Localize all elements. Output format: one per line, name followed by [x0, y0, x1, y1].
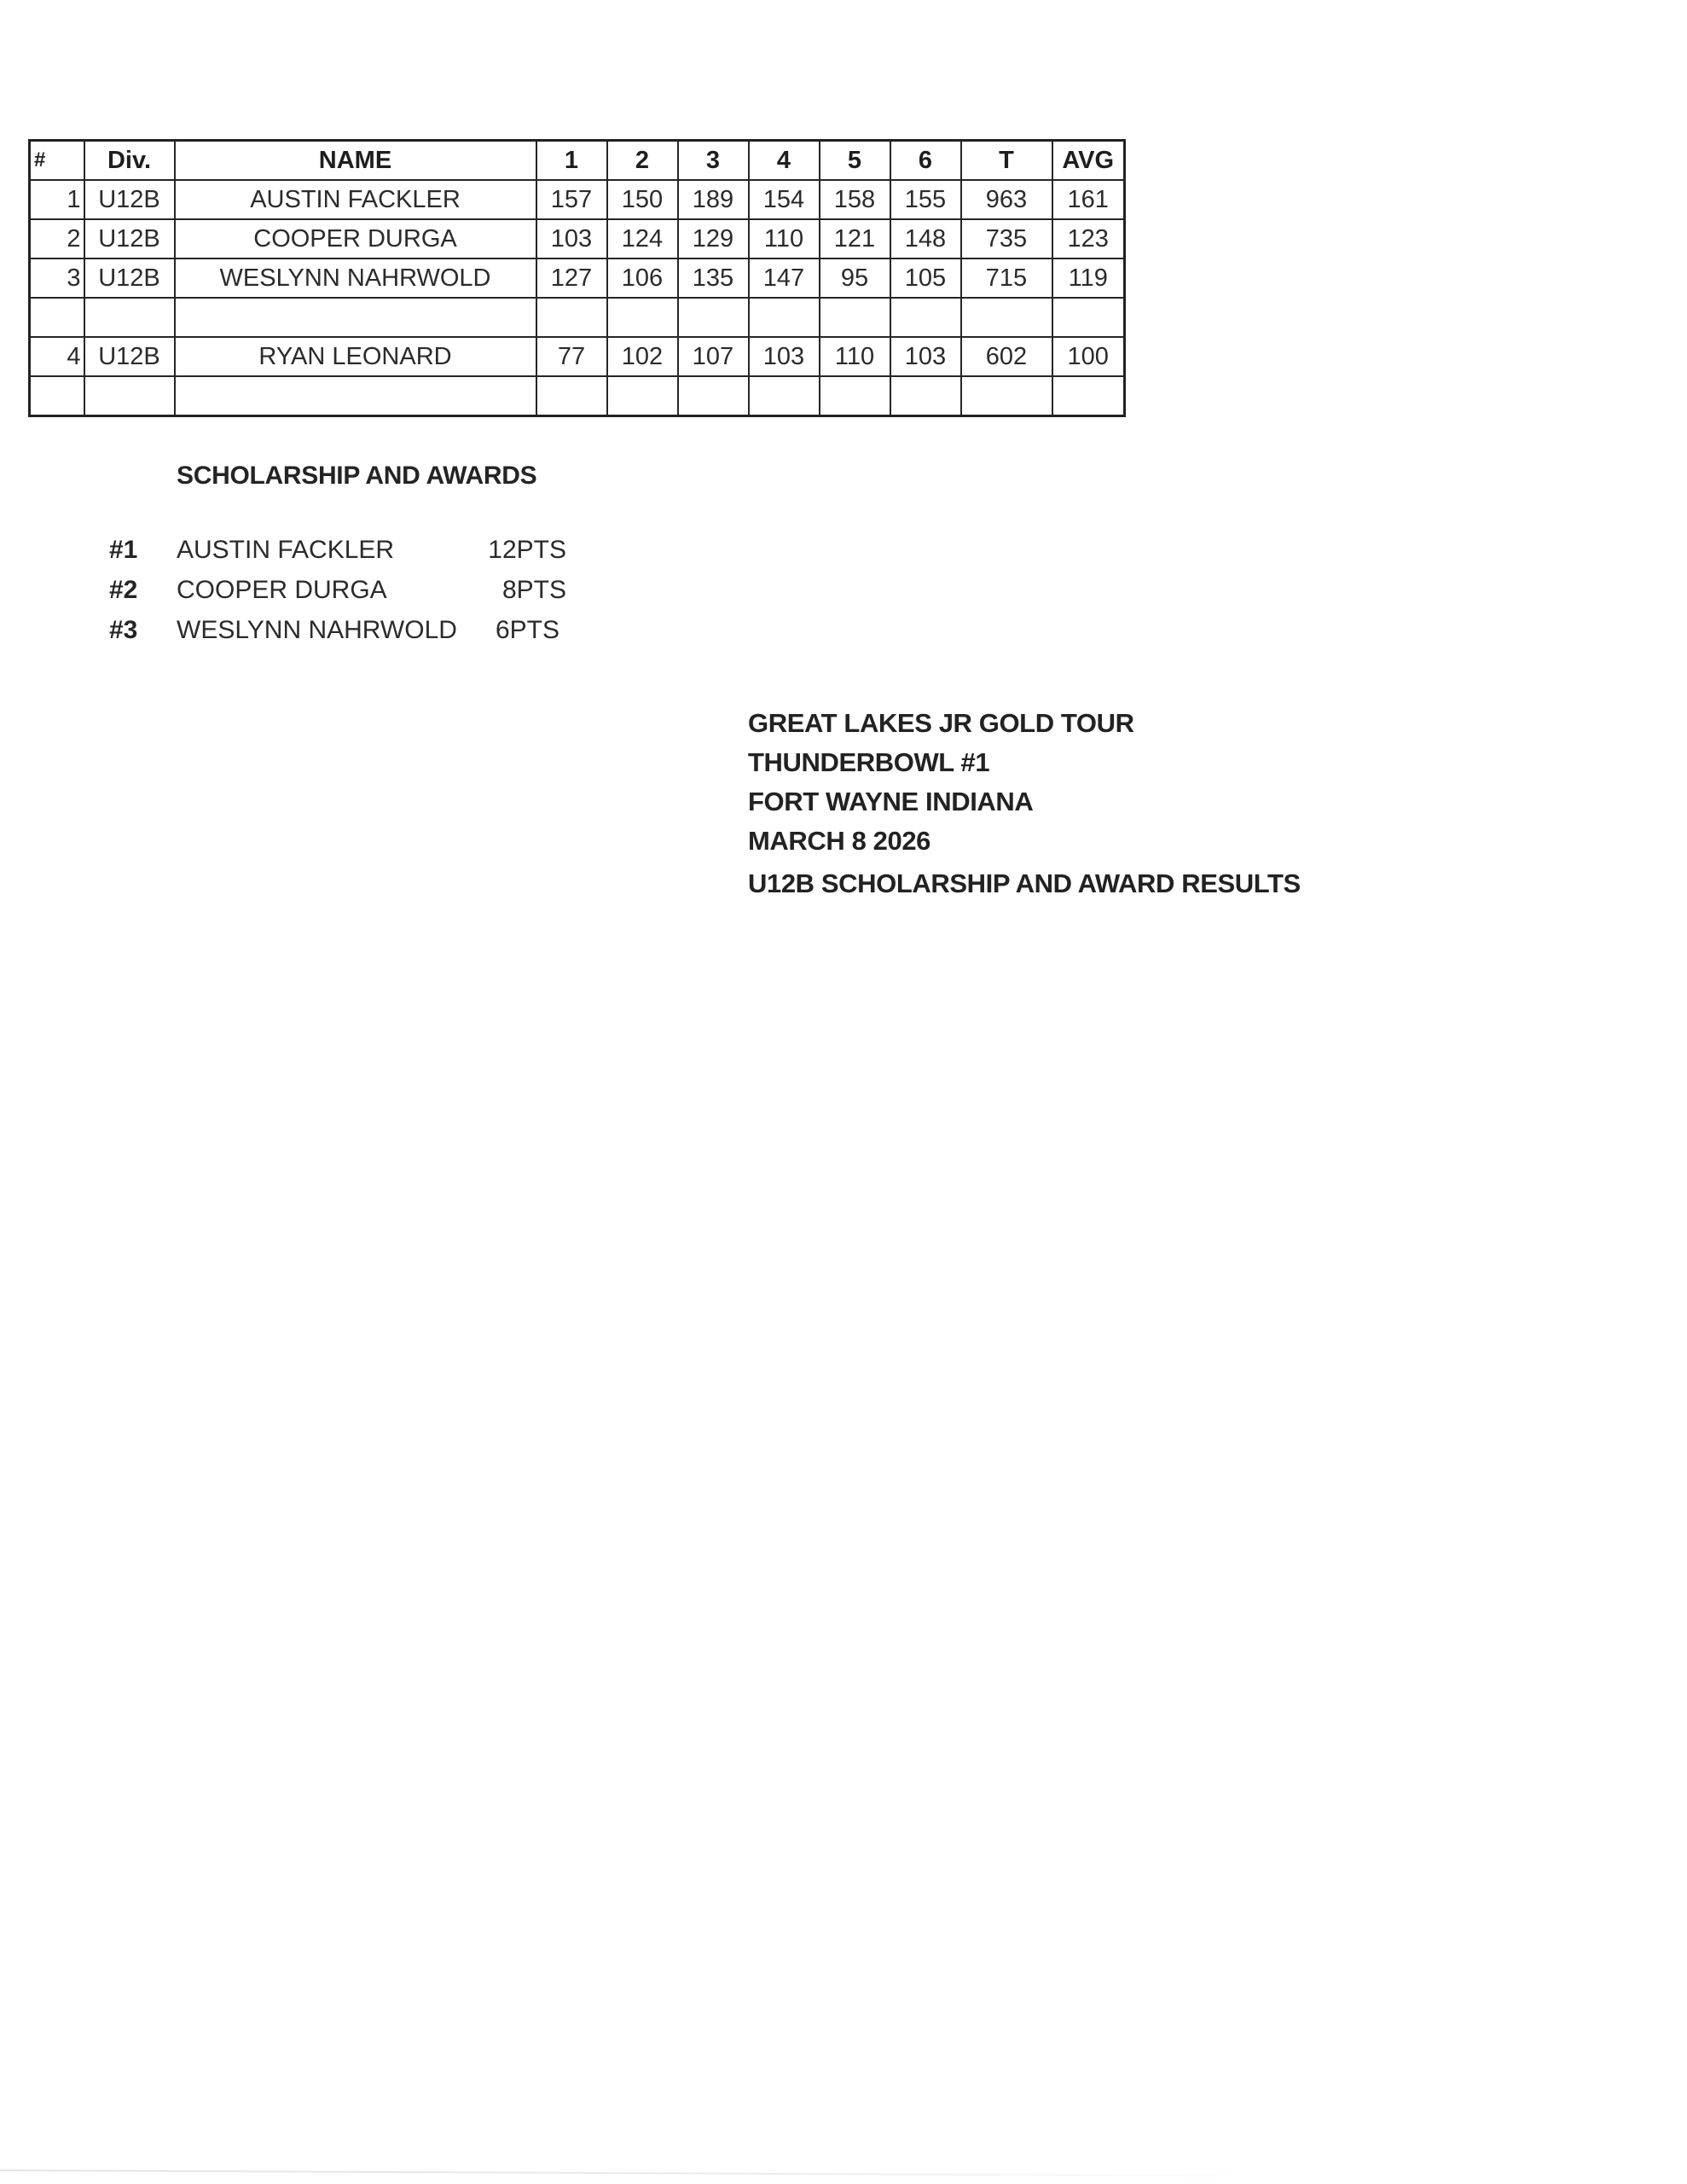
event-tour: GREAT LAKES JR GOLD TOUR [748, 708, 1134, 738]
award-rank: #1 [109, 536, 138, 564]
cell-rank [30, 376, 84, 416]
cell-average: 161 [1052, 180, 1125, 219]
event-date: MARCH 8 2026 [748, 826, 931, 856]
award-item [109, 576, 587, 616]
scholarship-heading: SCHOLARSHIP AND AWARDS [177, 462, 537, 490]
cell-division [84, 298, 175, 337]
award-points: 12PTS [488, 536, 566, 564]
event-venue: THUNDERBOWL #1 [748, 747, 990, 777]
header-game-5: 5 [820, 141, 890, 181]
cell-game-1: 157 [536, 180, 607, 219]
table-row [30, 180, 1125, 219]
table-row [30, 258, 1125, 298]
cell-total: 963 [961, 180, 1052, 219]
cell-total [961, 376, 1052, 416]
cell-game-6: 103 [890, 337, 961, 376]
cell-game-2: 106 [607, 258, 678, 298]
cell-game-3: 189 [678, 180, 749, 219]
header-game-1: 1 [536, 141, 607, 181]
cell-game-4 [749, 298, 820, 337]
table-row [30, 337, 1125, 376]
cell-game-1: 127 [536, 258, 607, 298]
cell-game-1: 103 [536, 219, 607, 258]
cell-game-6: 155 [890, 180, 961, 219]
award-name: COOPER DURGA [177, 576, 387, 604]
cell-game-5 [820, 376, 890, 416]
cell-game-6 [890, 376, 961, 416]
cell-name: AUSTIN FACKLER [175, 180, 536, 219]
cell-division: U12B [84, 258, 175, 298]
scan-edge-line [0, 2169, 1279, 2177]
cell-game-2: 102 [607, 337, 678, 376]
cell-rank: 4 [30, 337, 84, 376]
table-header-row [30, 141, 1125, 181]
cell-game-4 [749, 376, 820, 416]
cell-total: 602 [961, 337, 1052, 376]
award-name: AUSTIN FACKLER [177, 536, 395, 564]
award-points: 6PTS [495, 616, 559, 644]
header-total: T [961, 141, 1052, 181]
award-rank: #2 [109, 576, 138, 604]
cell-game-3 [678, 298, 749, 337]
cell-total: 735 [961, 219, 1052, 258]
table-row-empty [30, 298, 1125, 337]
event-subtitle: U12B SCHOLARSHIP AND AWARD RESULTS [748, 868, 1301, 898]
scholarship-list [109, 536, 587, 656]
cell-game-4: 147 [749, 258, 820, 298]
cell-average: 119 [1052, 258, 1125, 298]
score-table [28, 139, 1126, 417]
cell-game-1 [536, 298, 607, 337]
cell-game-4: 110 [749, 219, 820, 258]
event-info-block [748, 704, 1301, 903]
table-row-empty [30, 376, 1125, 416]
cell-game-5: 158 [820, 180, 890, 219]
header-rank: # [30, 141, 84, 181]
header-game-2: 2 [607, 141, 678, 181]
cell-name: WESLYNN NAHRWOLD [175, 258, 536, 298]
cell-game-5 [820, 298, 890, 337]
cell-game-2: 124 [607, 219, 678, 258]
cell-game-6: 148 [890, 219, 961, 258]
cell-game-2: 150 [607, 180, 678, 219]
cell-game-3: 135 [678, 258, 749, 298]
header-division: Div. [84, 141, 175, 181]
cell-game-1: 77 [536, 337, 607, 376]
cell-game-5: 110 [820, 337, 890, 376]
cell-game-4: 103 [749, 337, 820, 376]
cell-game-1 [536, 376, 607, 416]
cell-game-5: 121 [820, 219, 890, 258]
award-item [109, 536, 587, 576]
cell-rank: 1 [30, 180, 84, 219]
cell-game-3: 129 [678, 219, 749, 258]
cell-average: 123 [1052, 219, 1125, 258]
cell-rank: 2 [30, 219, 84, 258]
cell-game-3: 107 [678, 337, 749, 376]
cell-total [961, 298, 1052, 337]
cell-average [1052, 376, 1125, 416]
cell-division: U12B [84, 219, 175, 258]
cell-division: U12B [84, 337, 175, 376]
award-item [109, 616, 587, 656]
cell-name: COOPER DURGA [175, 219, 536, 258]
header-game-4: 4 [749, 141, 820, 181]
award-points: 8PTS [501, 576, 566, 604]
header-game-6: 6 [890, 141, 961, 181]
cell-average: 100 [1052, 337, 1125, 376]
cell-game-5: 95 [820, 258, 890, 298]
cell-name: RYAN LEONARD [175, 337, 536, 376]
cell-division [84, 376, 175, 416]
cell-game-2 [607, 298, 678, 337]
cell-game-2 [607, 376, 678, 416]
event-location: FORT WAYNE INDIANA [748, 787, 1034, 816]
cell-game-6: 105 [890, 258, 961, 298]
cell-name [175, 376, 536, 416]
cell-game-3 [678, 376, 749, 416]
cell-game-4: 154 [749, 180, 820, 219]
award-name: WESLYNN NAHRWOLD [177, 616, 457, 644]
cell-rank: 3 [30, 258, 84, 298]
cell-total: 715 [961, 258, 1052, 298]
cell-average [1052, 298, 1125, 337]
award-rank: #3 [109, 616, 138, 644]
cell-game-6 [890, 298, 961, 337]
cell-division: U12B [84, 180, 175, 219]
header-average: AVG [1052, 141, 1125, 181]
header-name: NAME [175, 141, 536, 181]
header-game-3: 3 [678, 141, 749, 181]
cell-rank [30, 298, 84, 337]
table-row [30, 219, 1125, 258]
cell-name [175, 298, 536, 337]
